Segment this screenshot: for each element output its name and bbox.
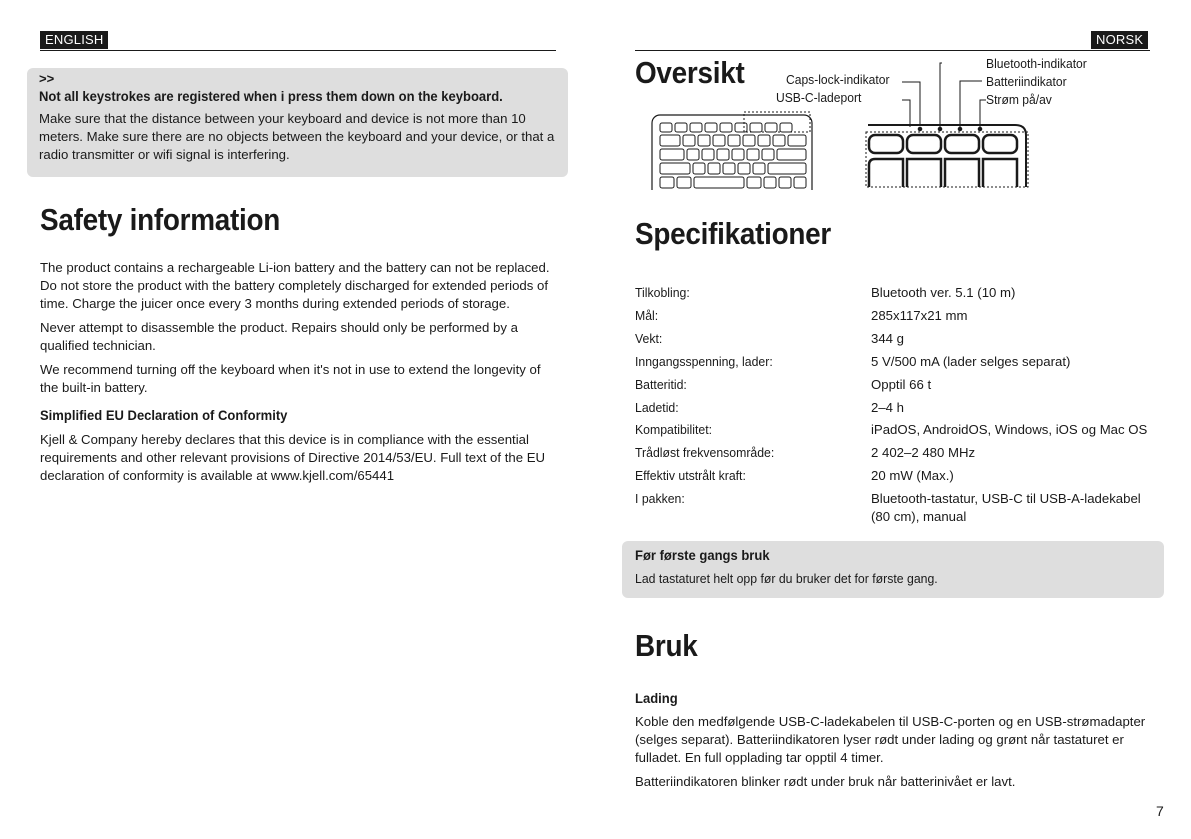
- label-power-switch: Strøm på/av: [986, 92, 1052, 107]
- label-usb-c-port: USB-C-ladeport: [776, 90, 862, 105]
- page-number: 7: [1156, 803, 1164, 819]
- label-caps-lock-indicator: Caps-lock-indikator: [786, 72, 890, 87]
- spec-label: Kompatibilitet:: [635, 422, 713, 437]
- spec-label: Vekt:: [635, 331, 663, 346]
- safety-heading: Safety information: [40, 202, 281, 237]
- spec-value: 344 g: [871, 331, 905, 346]
- spec-label: Ladetid:: [635, 400, 679, 415]
- language-tag-norsk: NORSK: [1091, 31, 1148, 49]
- language-tag-english: ENGLISH: [40, 31, 108, 49]
- spec-value: Opptil 66 t: [871, 377, 932, 392]
- spec-label: Batteritid:: [635, 377, 687, 392]
- spec-value: Bluetooth-tastatur, USB-C til USB-A-ladekabel (80 cm), manual: [871, 491, 1141, 524]
- label-battery-indicator: Batteriindikator: [986, 74, 1067, 89]
- safety-paragraph-3: We recommend turning off the keyboard when it's not in use to extend the longevity of the built-in battery.: [40, 362, 541, 395]
- charging-paragraph-1: Koble den medfølgende USB-C-ladekabelen til USB-C-porten og en USB-strømadapter (selges separat). Batteriindikatoren lyser rødt under lading og grønt når tastaturet er fulladet. En full opplading tar opptil 4 timer.: [635, 714, 1146, 765]
- spec-label: Mål:: [635, 308, 659, 323]
- spec-value: 285x117x21 mm: [871, 308, 968, 323]
- spec-value: 5 V/500 mA (lader selges separat): [871, 354, 1071, 369]
- note-text: Make sure that the distance between your keyboard and device is not more than 10 meters. Make sure there are no objects between the keyboard and your device, or that a radio transmitter or wifi signal is interfering.: [39, 111, 555, 162]
- declaration-heading: Simplified EU Declaration of Conformity: [40, 407, 288, 423]
- first-use-title: Før første gangs bruk: [635, 547, 770, 563]
- overview-heading: Oversikt: [635, 55, 745, 90]
- spec-label: Inngangsspenning, lader:: [635, 354, 773, 369]
- header-rule-right: [635, 50, 1150, 51]
- spec-value: 20 mW (Max.): [871, 468, 954, 483]
- note-title: Not all keystrokes are registered when i press them down on the keyboard.: [39, 88, 503, 104]
- specs-table: [635, 284, 1165, 534]
- spec-label: Tilkobling:: [635, 285, 690, 300]
- spec-label: Effektiv utstrålt kraft:: [635, 468, 746, 483]
- charging-paragraph-2: Batteriindikatoren blinker rødt under bruk når batterinivået er lavt.: [635, 774, 1016, 789]
- spec-value: Bluetooth ver. 5.1 (10 m): [871, 285, 1016, 300]
- spec-label: I pakken:: [635, 491, 685, 506]
- declaration-text: Kjell & Company hereby declares that this device is in compliance with the essential requirements and other relevant provisions of Directive 2014/53/EU. Full text of the EU declaration of conformity is available at www.kjell.com/65441: [40, 432, 546, 483]
- charging-subheading: Lading: [635, 690, 678, 706]
- safety-paragraph-2: Never attempt to disassemble the product. Repairs should only be performed by a qualified technician.: [40, 320, 518, 353]
- keyboard-small-illustration: [652, 112, 812, 190]
- first-use-note: [622, 541, 1164, 598]
- label-bluetooth-indicator: Bluetooth-indikator: [986, 56, 1087, 71]
- charging-body: [635, 713, 1155, 797]
- troubleshooting-note: [27, 68, 568, 177]
- header-rule-left: [40, 50, 556, 51]
- first-use-text: Lad tastaturet helt opp før du bruker det for første gang.: [635, 571, 938, 586]
- spec-label: Trådløst frekvensområde:: [635, 445, 775, 460]
- spec-value: iPadOS, AndroidOS, Windows, iOS og Mac OS: [871, 422, 1148, 437]
- spec-value: 2 402–2 480 MHz: [871, 445, 976, 460]
- note-marker: >>: [39, 71, 55, 86]
- spec-value: 2–4 h: [871, 400, 905, 415]
- specs-heading: Specifikationer: [635, 216, 831, 251]
- safety-body: [40, 259, 560, 403]
- safety-paragraph-1: The product contains a rechargeable Li-ion battery and the battery can not be replaced. Do not store the product with the battery completely discharged for extended periods of time. Charge the juicer once every 3 months during extended periods of storage.: [40, 260, 550, 311]
- usage-heading: Bruk: [635, 628, 698, 663]
